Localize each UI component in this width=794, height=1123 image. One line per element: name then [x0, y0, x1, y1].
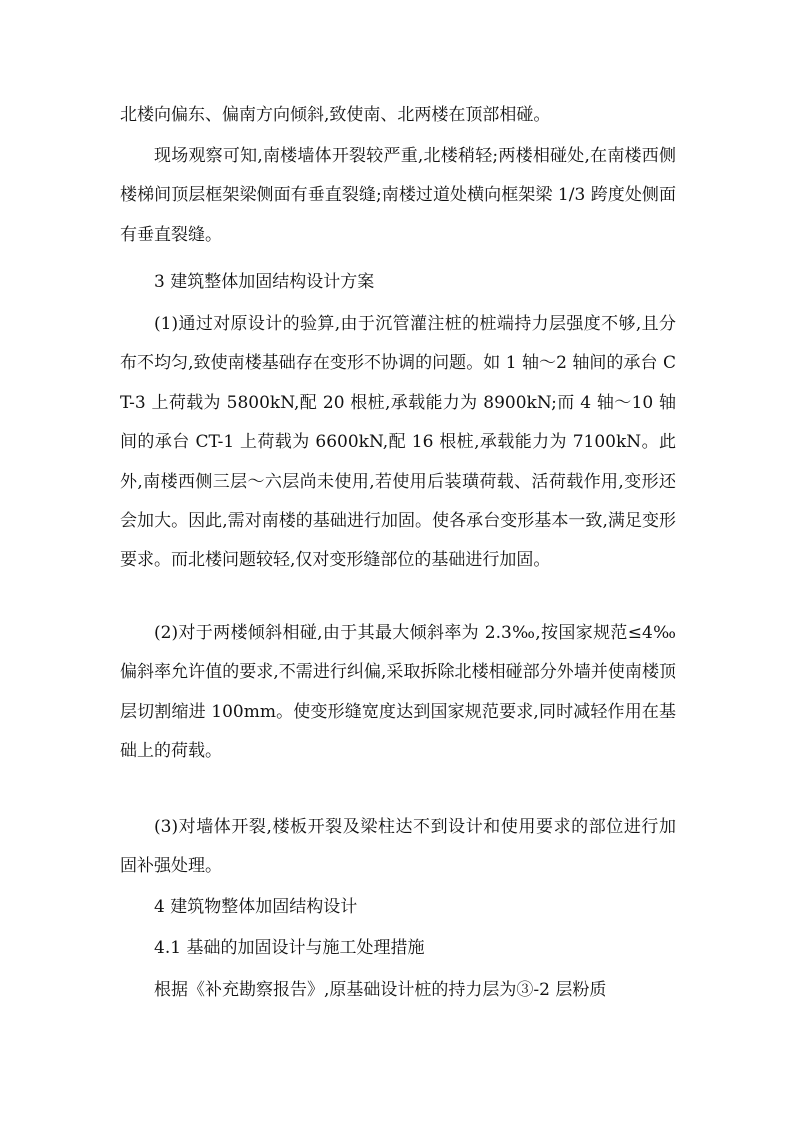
paragraph-supplementary-survey: 根据《补充勘察报告》,原基础设计桩的持力层为③-2 层粉质 [154, 980, 607, 1000]
paragraph-item-1-foundation: (1)通过对原设计的验算,由于沉管灌注桩的桩端持力层强度不够,且分布不均匀,致使南楼基础存在变形不协调的问题。如 1 轴～2 轴间的承台 CT-3 上荷载为 5800kN,配 20 根桩,承载能力为 8900kN;而 4 轴～10 轴间的承台 CT-1 上荷载为 6600kN,配 16 根桩,承载能力为 7100kN。此外,南楼西侧三层～六层尚未使用,若使用后装璜荷载、活荷载作用,变形还会加大。因此,需对南楼的基础进行加固。使各承台变形基本一致,满足变形要求。而北楼问题较轻,仅对变形缝部位的基础进行加固。 [120, 314, 676, 571]
paragraph-item-2-tilt: (2)对于两楼倾斜相碰,由于其最大倾斜率为 2.3‰,按国家规范≤4‰偏斜率允许值的要求,不需进行纠偏,采取拆除北楼相碰部分外墙并使南楼顶层切割缩进 100mm。使变形缝宽度达到国家规范要求,同时减轻作用在基础上的荷载。 [120, 623, 676, 762]
section-heading-4: 4 建筑物整体加固结构设计 [154, 897, 358, 917]
subsection-heading-4-1: 4.1 基础的加固设计与施工处理措施 [154, 938, 425, 958]
section-heading-3: 3 建筑整体加固结构设计方案 [154, 272, 375, 292]
paragraph-north-building-tilt: 北楼向偏东、偏南方向倾斜,致使南、北两楼在顶部相碰。 [120, 105, 551, 125]
paragraph-item-3-reinforcement: (3)对墙体开裂,楼板开裂及梁柱达不到设计和使用要求的部位进行加固补强处理。 [120, 817, 676, 877]
paragraph-site-observation: 现场观察可知,南楼墙体开裂较严重,北楼稍轻;两楼相碰处,在南楼西侧楼梯间顶层框架梁侧面有垂直裂缝;南楼过道处横向框架梁 1/3 跨度处侧面有垂直裂缝。 [120, 146, 676, 245]
